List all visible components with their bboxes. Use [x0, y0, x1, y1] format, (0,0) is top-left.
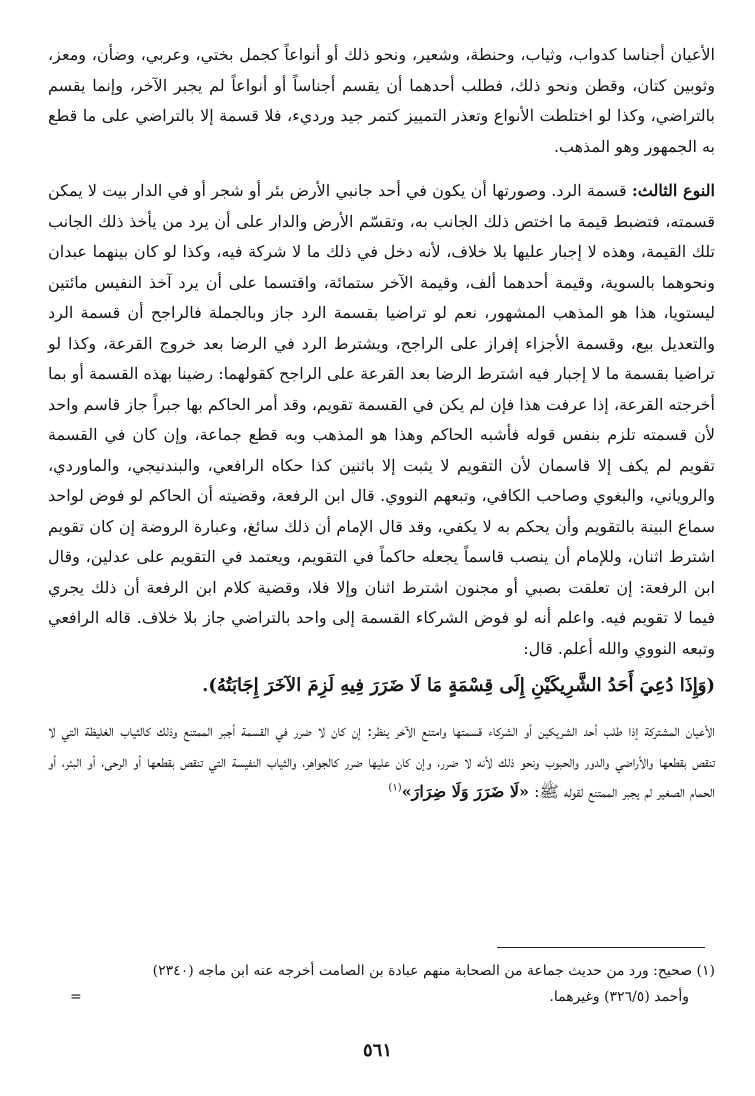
matn-quote: (وَإِذَا دُعِيَ أَحَدُ الشَّرِيكَيْنِ إِلَى قِسْمَةٍ مَا لَا ضَرَرَ فِيهِ لَزِمَ الآخَرَ إِجَابَتُهُ).: [202, 675, 715, 696]
paragraph-1: الأعيان أجناسا كدواب، وثياب، وحنطة، وشعير، ونحو ذلك أو أنواعاً كجمل بختي، وعربي، وضأن، ومعز، وثوبين كتان، وقطن ونحو ذلك، فطلب أحدهما أن يقسم أجناساً أو أنواعاً لم يجبر الآخر، وإنما يقسم بالتراضي، وكذا لو اختلطت الأنواع وتعذر التمييز كتمر جيد ورديء، فلا قسمة إلا بالتراضي على ما قطع به الجمهور وهو المذهب.: [48, 45, 715, 156]
footnote-1-line-2: وأحمد (٣٢٦/٥) وغيرهما.: [549, 989, 689, 1005]
page-number: ٥٦١: [362, 1040, 392, 1061]
paragraph-2-text: قسمة الرد. وصورتها أن يكون في أحد جانبي الأرض بئر أو شجر أو في الدار بيت لا يمكن قسمته، فتضبط قيمة ما اختص ذلك الجانب به، وتقسّم الأرض والدار على أن يرد من يأخذ ذلك الجانب تلك القيمة، وهذه لا إجبار عليها بلا خلاف، لأنه دخل في ذلك ما لا شركة فيه، وكذا لو كان بينهما عبدان ونحوهما بالسوية، وقيمة أحدهما ألف، وقيمة الآخر ستمائة، واقتسما على أن يرد آخذ النفيس مائتين ليستويا، هذا هو المذهب المشهور، نعم لو تراضيا بقسمة الرد جاز وبالجملة فالراجح أن قسمة الرد والتعديل بيع، وقسمة الأجزاء إفراز على الراجح، ويشترط الرد في الرضا بعد خروج القرعة، وكذا لو تراضيا بقسمة ما لا إجبار فيه اشترط الرضا بعد القرعة على الراجح كقولهما: رضينا بهذه القسمة أو بما أخرجته القرعة، إذا عرفت هذا فإن لم يكن في القسمة تقويم، وقد أمر الحاكم بها جبراً جاز قاسم واحد لأن قسمته تلزم بنفس قوله فأشبه الحاكم وهذا هو المذهب وبه قطع جماعة، وإن كان في القسمة تقويم لم يكف إلا قاسمان لأن التقويم لا يثبت إلا باثنين كذا حكاه الرافعي، والبندنيجي، والماوردي، والروياني، والبغوي وصاحب الكافي، وتبعهم النووي. قال ابن الرفعة، وقضيته أن الحاكم لو فوض لواحد سماع البينة بالتقويم وأن يحكم به لا يكفي، وقد قال الإمام أن ذلك سائغ، وعبارة الروضة إن كان تقويم اشترط اثنان، وللإمام أن ينصب قاسماً يجعله حاكماً في التقويم، ويعتمد في التقويم على عدلين، وقال ابن الرفعة: إن تعلقت بصبي أو مجنون اشترط اثنان وإلا فلا، وقضية كلام ابن الرفعة أن ذلك يجري فيما لا تقويم فيه. واعلم أنه لو فوض الشركاء القسمة إلى واحد بالتراضي جاز بلا خلاف. قاله الرافعي وتبعه النووي والله أعلم. قال:: [48, 181, 716, 658]
continuation-mark: =: [70, 989, 82, 1005]
paragraph-3: [48, 716, 715, 808]
footnote-reference: (١): [388, 782, 402, 794]
paragraph-2: [48, 176, 715, 664]
footnotes: [48, 958, 715, 1010]
section-heading: النوع الثالث:: [631, 181, 715, 200]
page-body: [48, 40, 715, 808]
footnote-separator: [497, 947, 705, 948]
hadith-quote: «لَا ضَرَرَ وَلَا ضِرَارَ»: [401, 782, 530, 801]
footnote-1-line-2-row: [48, 984, 715, 1010]
footnote-1-line-1: (١) صحيح: ورد من حديث جماعة من الصحابة منهم عبادة بن الصامت أخرجه عنه ابن ماجه (٢٣٤٠): [152, 963, 715, 979]
paragraph-3-text: الأعيان المشتركة إذا طلب أحد الشريكين أو الشركاء قسمتها وامتنع الآخر ينظر: إن كان لا ضرر في القسمة أجبر الممتنع وذلك كالثياب الغليظة التي لا تنقص بقطعها والأراضي والدور والحبوب ونحو ذلك لأنه لا ضرر، وإن كان عليها ضرر كالجواهر، والثياب النفيسة التي تنقص بقطعها أو الرحى، أو البئر، أو الحمام الصغير لم يجبر الممتنع لقوله ﷺ:: [48, 721, 715, 801]
